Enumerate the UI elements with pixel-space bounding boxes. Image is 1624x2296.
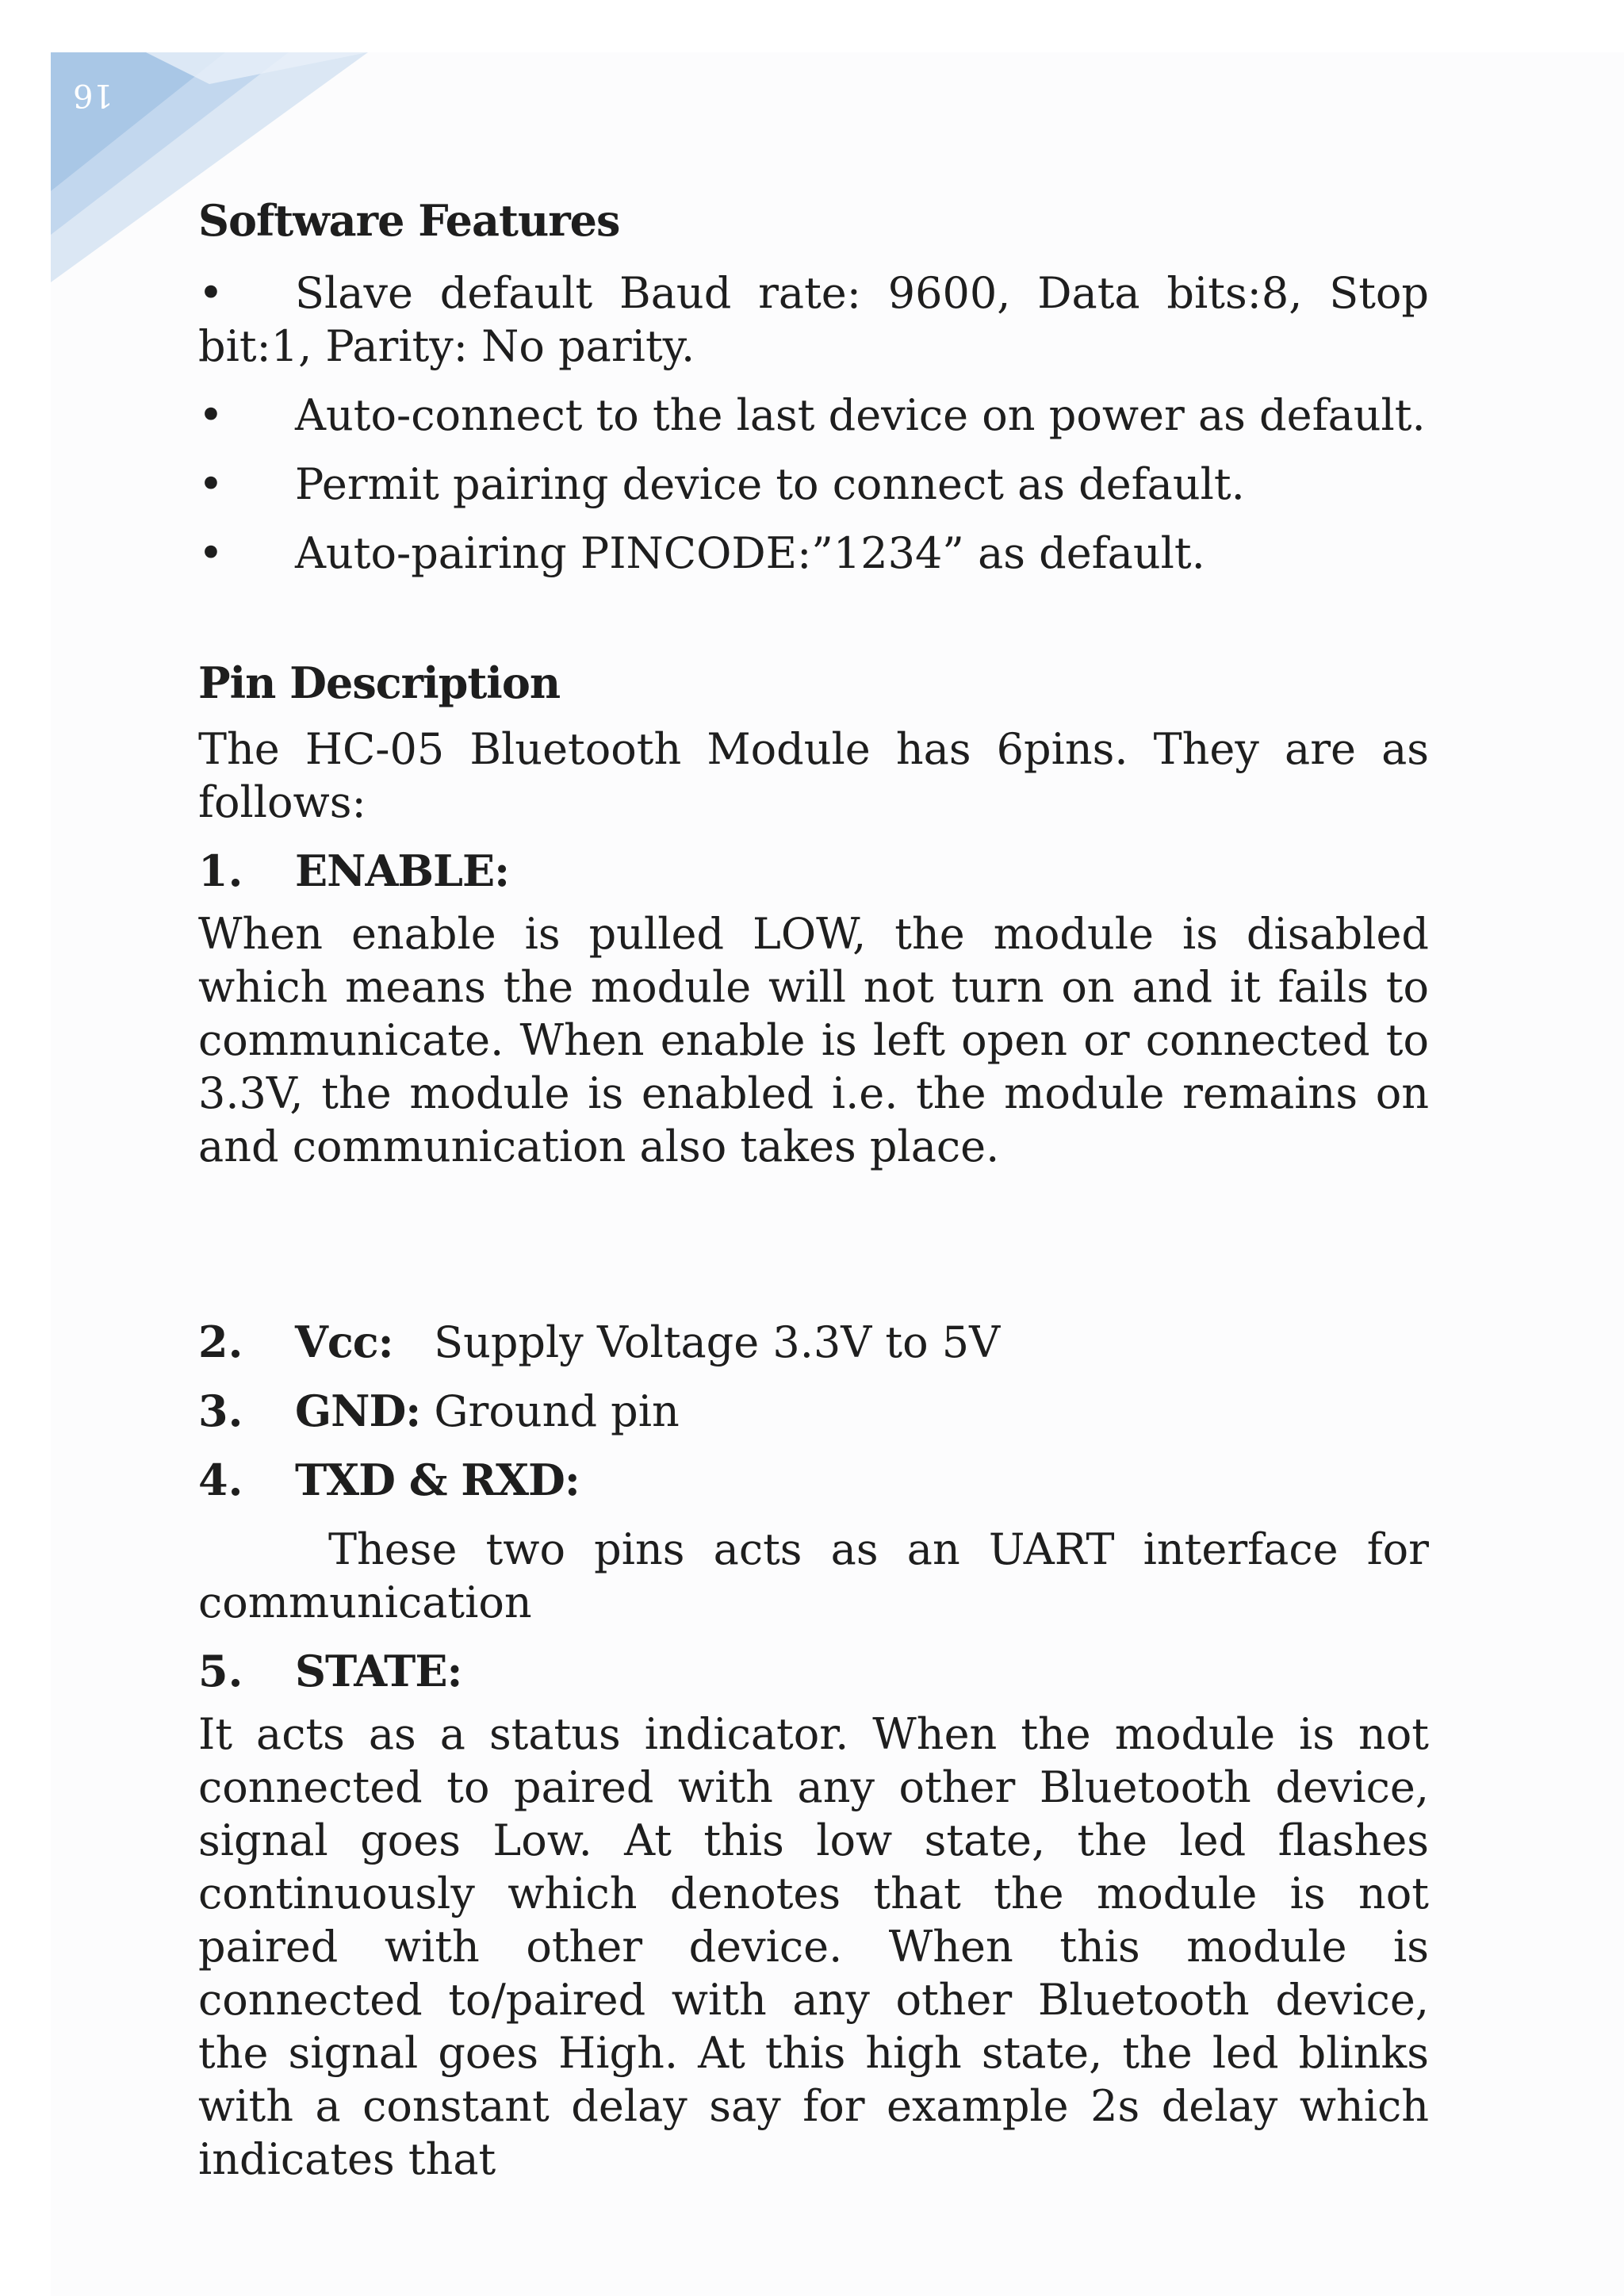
bullet-icon: • xyxy=(198,528,224,578)
pin-item-state xyxy=(198,1645,1429,1698)
pin-item-gnd xyxy=(198,1385,1429,1438)
list-item-text: Auto-connect to the last device on power as default. xyxy=(295,390,1426,440)
pin-description-txd-rxd: These two pins acts as an UART interface for communication xyxy=(198,1524,1429,1627)
software-features-list xyxy=(198,266,1429,580)
pin-label: Vcc: xyxy=(295,1317,393,1367)
pin-description-state: It acts as a status indicator. When the module is not connected to paired with any other Bluetooth device, signal goes Low. At this low state, the led flashes continuously which denotes that the module is not paired with other device. When this module is connected to/paired with any other Bluetooth device, the signal goes High. At this high state, the led blinks with a constant delay say for example 2s delay which indicates that xyxy=(198,1709,1429,2184)
bullet-icon: • xyxy=(198,459,224,509)
list-item xyxy=(198,458,1429,511)
pin-label: GND: xyxy=(295,1386,421,1436)
pin-number: 3. xyxy=(198,1386,243,1436)
bullet-icon: • xyxy=(198,390,224,440)
document-body xyxy=(198,190,1429,2186)
pin-description-heading: Pin Description xyxy=(198,657,561,708)
list-item-text: Auto-pairing PINCODE:”1234” as default. xyxy=(295,528,1205,578)
bullet-icon: • xyxy=(198,268,224,318)
list-item xyxy=(198,527,1429,580)
list-item-text: Permit pairing device to connect as default. xyxy=(295,459,1245,509)
spacer xyxy=(198,1173,1429,1300)
list-item xyxy=(198,266,1429,373)
pin-description-enable: When enable is pulled LOW, the module is disabled which means the module will not turn on and it fails to communicate. When enable is left open or connected to 3.3V, the module is enabled i.e. the module remains on and communication also takes place. xyxy=(198,909,1429,1171)
pin-item-enable xyxy=(198,845,1429,898)
pin-inline-text: Ground pin xyxy=(434,1386,680,1436)
page-number: 16 xyxy=(73,77,113,113)
pin-number: 1. xyxy=(198,845,243,896)
pin-label: TXD & RXD: xyxy=(295,1455,580,1505)
pin-label: STATE: xyxy=(295,1646,462,1696)
pin-label: ENABLE: xyxy=(295,845,510,896)
pin-number: 4. xyxy=(198,1455,243,1505)
list-item xyxy=(198,389,1429,442)
pin-item-txd-rxd xyxy=(198,1454,1429,1507)
pin-item-vcc xyxy=(198,1316,1429,1369)
pin-number: 5. xyxy=(198,1646,243,1696)
list-item-text: Slave default Baud rate: 9600, Data bits:8, Stop bit:1, Parity: No parity. xyxy=(198,268,1429,371)
pin-inline-text: Supply Voltage 3.3V to 5V xyxy=(434,1317,1001,1367)
pin-description-intro: The HC-05 Bluetooth Module has 6pins. They are as follows: xyxy=(198,724,1429,827)
pin-number: 2. xyxy=(198,1317,243,1367)
software-features-heading: Software Features xyxy=(198,195,620,246)
